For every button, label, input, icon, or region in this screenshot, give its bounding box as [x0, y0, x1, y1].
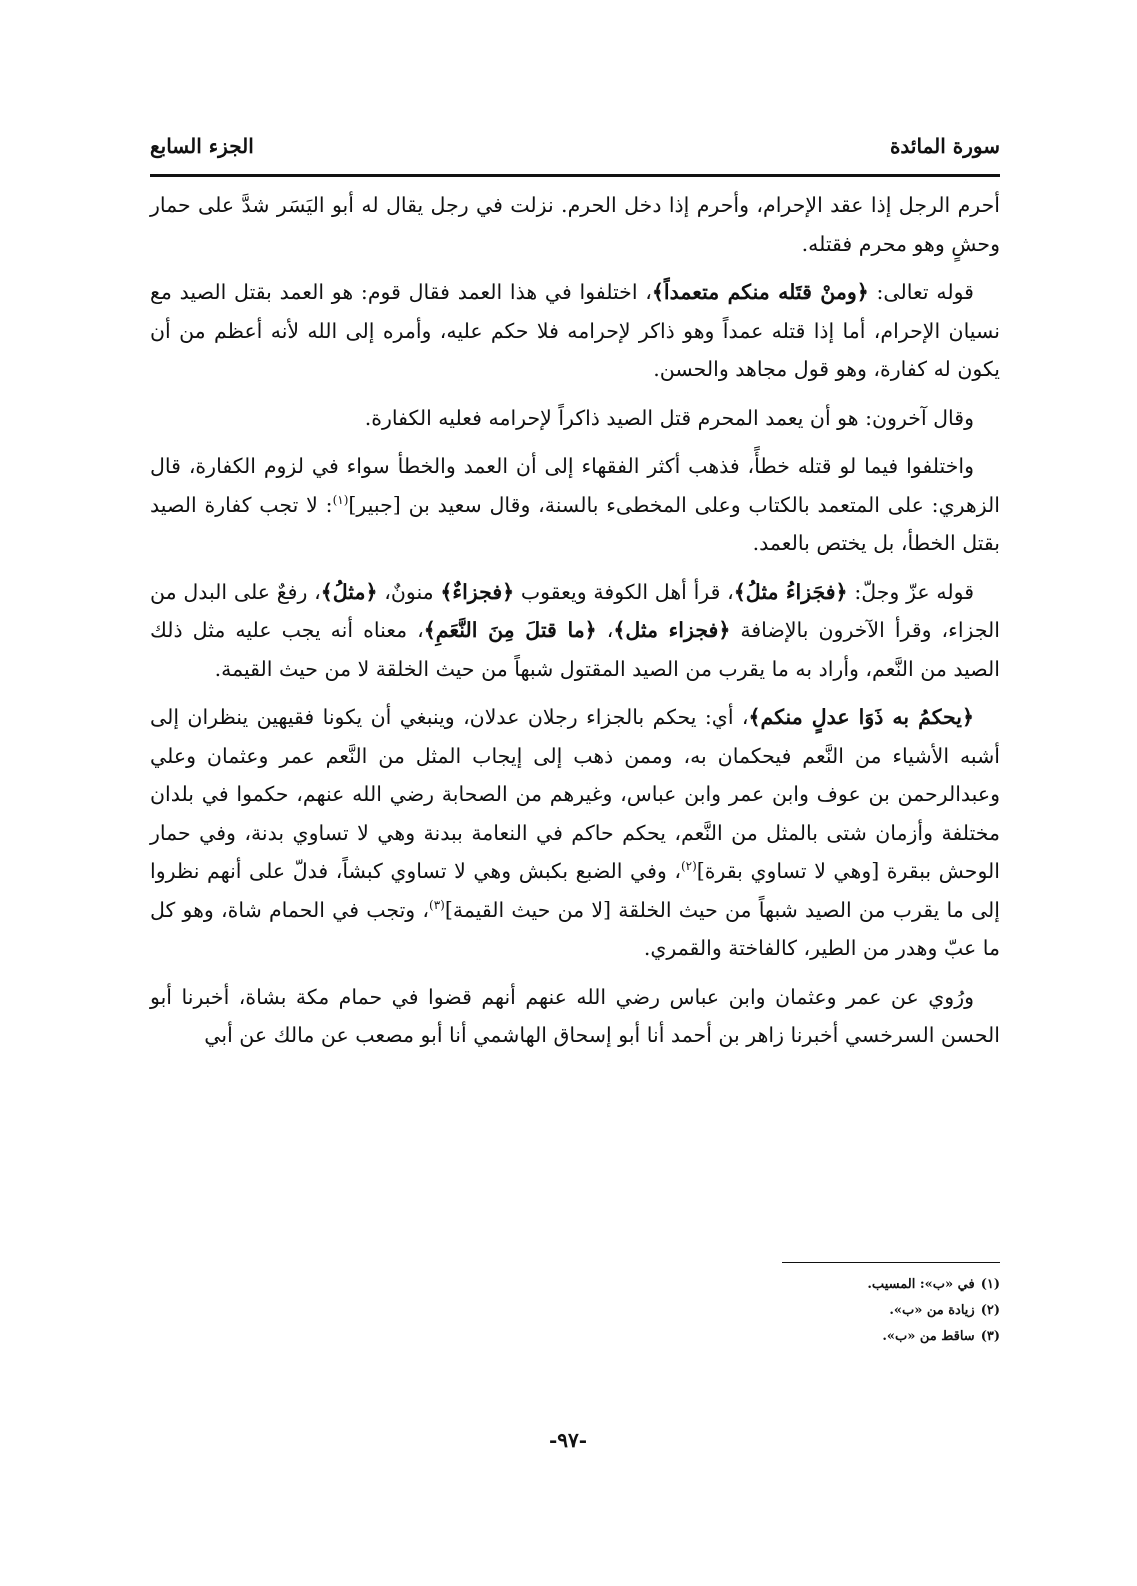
quran-quote: ﴿فجزاء مثل﴾	[613, 618, 731, 642]
footnote-ref-3: (٣)	[429, 897, 445, 912]
paragraph-text: واختلفوا فيما لو قتله خطأً، فذهب أكثر الفقهاء إلى أن العمد والخطأ سواء في لزوم الكفارة، قال الزهري: على المتعمد بالكتاب وعلى المخطىء بالسنة، وقال سعيد بن [جبير]	[150, 454, 1000, 517]
footnote-number: (٢)	[980, 1303, 1000, 1318]
paragraph-text: ، وتجب في الحمام شاة، وهو كل ما عبّ وهدر من الطير، كالفاختة والقمري.	[150, 897, 1000, 960]
footnote-2	[600, 1298, 1000, 1324]
paragraph-text: منونٌ،	[377, 579, 441, 604]
footnote-ref-1: (١)	[332, 492, 349, 507]
page-number: -٩٧-	[548, 1428, 588, 1452]
paragraph-text: ، أي: يحكم بالجزاء رجلان عدلان، وينبغي أن يكونا فقيهين ينظران إلى أشبه الأشياء من النَّعم فيحكمان به، وممن ذهب إلى إيجاب المثل من النَّعم عمر وعثمان وعلي وعبدالرحمن بن عوف وابن عمر وابن عباس، وغيرهم من الصحابة رضي الله عنهم، حكموا في بلدان مختلفة وأزمان شتى بالمثل من النَّعم، يحكم حاكم في النعامة ببدنة وهي لا تساوي بدنة، وفي حمار الوحش ببقرة [وهي لا تساوي بقرة]	[150, 705, 1000, 883]
paragraph-text: : لا تجب كفارة الصيد بقتل الخطأ، بل يختص بالعمد.	[150, 492, 1000, 555]
main-text	[150, 186, 1000, 1065]
paragraph-text: ، معناه أنه يجب عليه مثل ذلك الصيد من النَّعم، وأراد به ما يقرب من الصيد المقتول شبهاً من حيث الخلقة لا من حيث القيمة.	[150, 618, 1000, 681]
paragraph-6	[150, 698, 1000, 968]
paragraph-3	[150, 399, 1000, 438]
footnote-ref-2: (٢)	[680, 859, 697, 874]
paragraph-text: وقال آخرون: هو أن يعمد المحرم قتل الصيد ذاكراً لإحرامه فعليه الكفارة.	[364, 405, 974, 430]
paragraph-4	[150, 447, 1000, 563]
paragraph-text: ،	[596, 618, 614, 642]
footnote-text: زيادة من «ب».	[889, 1303, 975, 1318]
quran-quote: ﴿فجزاءٌ﴾	[440, 579, 515, 604]
paragraph-text: ورُوي عن عمر وعثمان وابن عباس رضي الله عنهم أنهم قضوا في حمام مكة بشاة، أخبرنا أبو الحسن السرخسي أخبرنا زاهر بن أحمد أنا أبو إسحاق الهاشمي أنا أبو مصعب عن مالك عن أبي	[150, 984, 1000, 1047]
page-header	[150, 126, 1000, 166]
paragraph-text: ، رفعٌ على البدل من الجزاء، وقرأ الآخرون بالإضافة	[150, 579, 1000, 642]
quran-quote: ﴿فجَزاءُ مثلُ﴾	[733, 579, 848, 604]
footnotes	[600, 1272, 1000, 1350]
quran-quote: ﴿ومنْ قتَله منكم متعمداً﴾	[651, 280, 869, 304]
header-divider	[150, 174, 1000, 177]
quran-quote: ﴿ما قتلَ مِنَ النَّعَمِ﴾	[423, 618, 597, 642]
paragraph-2	[150, 273, 1000, 389]
paragraph-text: أحرم الرجل إذا عقد الإحرام، وأحرم إذا دخل الحرم. نزلت في رجل يقال له أبو اليَسَر شدَّ على حمار وحشٍ وهو محرم فقتله.	[150, 193, 1000, 256]
part-title: الجزء السابع	[150, 134, 254, 158]
quran-quote: ﴿يحكمُ به ذَوَا عدلٍ منكم﴾	[748, 705, 974, 729]
footnote-3	[600, 1324, 1000, 1350]
quran-quote: ﴿مثلُ﴾	[320, 579, 378, 604]
paragraph-text: ، قرأ أهل الكوفة ويعقوب	[514, 579, 734, 604]
paragraph-lead: قوله تعالى:	[868, 280, 974, 304]
footnote-number: (١)	[980, 1277, 1000, 1292]
footnote-text: في «ب»: المسيب.	[867, 1277, 975, 1292]
paragraph-5	[150, 573, 1000, 689]
surah-title: سورة المائدة	[889, 134, 1000, 158]
footnote-text: ساقط من «ب».	[882, 1329, 975, 1344]
paragraph-lead: قوله عزّ وجلّ:	[847, 579, 975, 604]
paragraph-7	[150, 978, 1000, 1055]
paragraph-text: ، اختلفوا في هذا العمد فقال قوم: هو العمد بقتل الصيد مع نسيان الإحرام، أما إذا قتله عمداً وهو ذاكر لإحرامه فلا حكم عليه، وأمره إلى الله لأنه أعظم من أن يكون له كفارة، وهو قول مجاهد والحسن.	[150, 280, 1000, 381]
footnote-divider	[782, 1262, 1000, 1263]
footnote-1	[600, 1272, 1000, 1298]
paragraph-text: ، وفي الضبع بكبش وهي لا تساوي كبشاً، فدلّ على أنهم نظروا إلى ما يقرب من الصيد شبهاً من حيث الخلقة [لا من حيث القيمة]	[150, 859, 1000, 922]
paragraph-1	[150, 186, 1000, 263]
footnote-number: (٣)	[980, 1329, 1000, 1344]
